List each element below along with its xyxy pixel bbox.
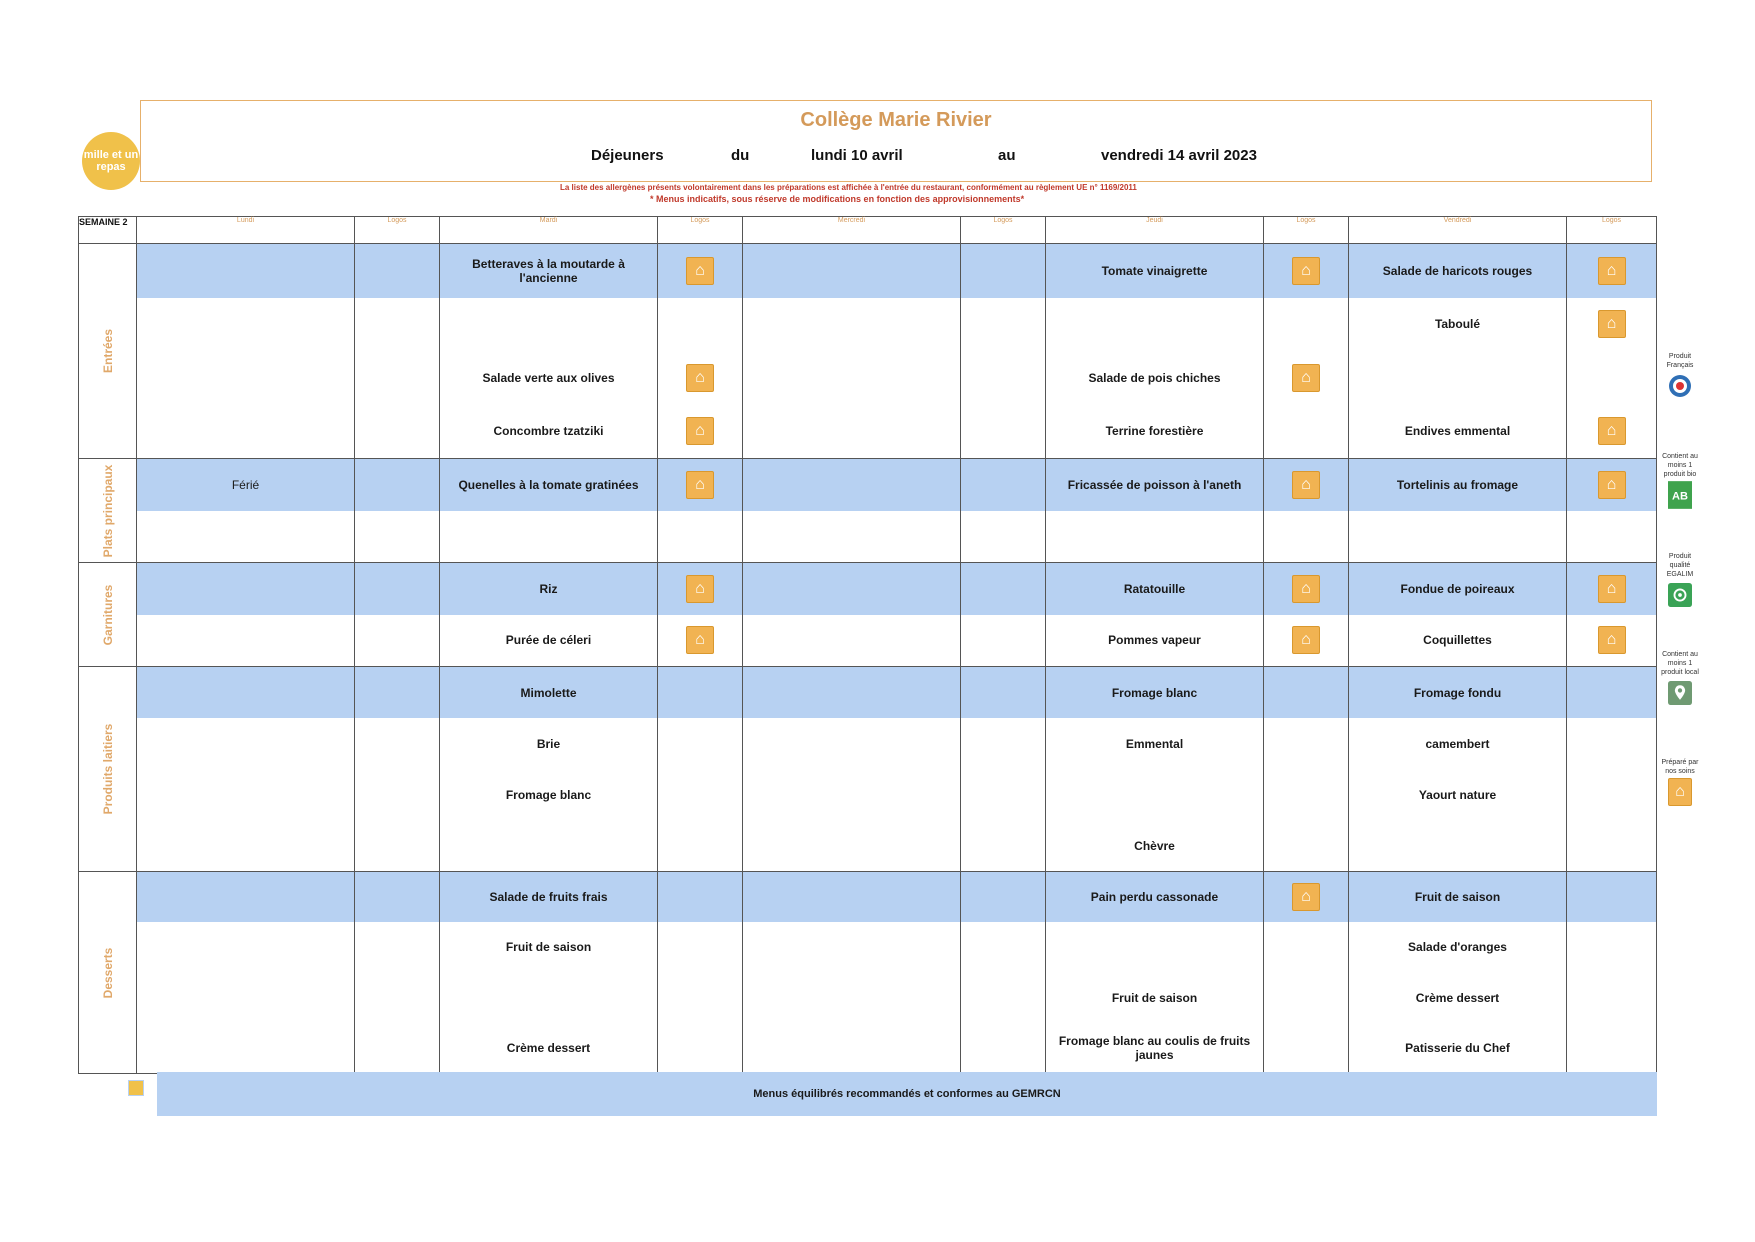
- menu-item: [137, 615, 354, 667]
- egalim-icon: [1668, 583, 1692, 607]
- jeudi-laitiers: [1046, 667, 1264, 872]
- menu-item: Brie: [536, 736, 561, 751]
- menu-item: Emmental: [1125, 736, 1184, 751]
- from-word: du: [731, 147, 750, 164]
- mercredi-garnitures: [743, 563, 961, 667]
- menu-item: [1349, 351, 1566, 405]
- category-entrees: [79, 244, 137, 459]
- menu-item: Férié: [137, 459, 354, 511]
- menu-item: Concombre tzatziki: [493, 424, 604, 439]
- menu-item: Fromage fondu: [1349, 667, 1566, 718]
- mercredi-entrees-logos: [961, 244, 1046, 459]
- category-label: Garnitures: [100, 584, 115, 645]
- menu-item: Yaourt nature: [1418, 787, 1497, 802]
- menu-item: Salade de fruits frais: [440, 872, 657, 922]
- house-icon: ⌂: [686, 471, 714, 499]
- mardi-entrees: [440, 244, 658, 459]
- lundi-plats-logos: [355, 459, 440, 563]
- menu-item: Fromage blanc au coulis de fruits jaunes: [1058, 1033, 1251, 1062]
- menu-item: [1046, 922, 1263, 972]
- vendredi-plats-logos: [1567, 459, 1657, 563]
- house-icon: ⌂: [1292, 471, 1320, 499]
- legend-egalim: [1658, 552, 1702, 607]
- start-date: lundi 10 avril: [811, 147, 903, 164]
- legend-label: Produit qualité EGALIM: [1666, 553, 1694, 578]
- footer-square-icon: [128, 1080, 144, 1096]
- company-logo: [82, 132, 140, 190]
- category-label: Plats principaux: [100, 464, 115, 557]
- legend-label: Produit Français: [1666, 353, 1694, 369]
- day-header-vendredi: Vendredi: [1349, 217, 1567, 244]
- menu-item: Ratatouille: [1046, 563, 1263, 615]
- menu-item: [743, 667, 960, 718]
- mercredi-desserts-logos: [961, 872, 1046, 1074]
- category-label: Desserts: [100, 947, 115, 998]
- menu-item: Fromage blanc: [1046, 667, 1263, 718]
- menu-item: Salade de pois chiches: [1088, 370, 1221, 385]
- menu-item: [743, 244, 960, 298]
- vendredi-garnitures-logos: [1567, 563, 1657, 667]
- menu-item: [137, 405, 354, 459]
- menu-item: [743, 563, 960, 615]
- menu-item: [743, 872, 960, 922]
- menu-item: [743, 459, 960, 511]
- ab-bio-icon: [1668, 483, 1692, 507]
- house-icon: ⌂: [686, 417, 714, 445]
- day-header-mardi: Mardi: [440, 217, 658, 244]
- vendredi-plats: [1349, 459, 1567, 563]
- menu-item: Mimolette: [440, 667, 657, 718]
- mardi-laitiers-logos: [658, 667, 743, 872]
- day-header-mercredi: Mercredi: [743, 217, 961, 244]
- vendredi-entrees: [1349, 244, 1567, 459]
- house-icon: ⌂: [1598, 471, 1626, 499]
- menu-item: Terrine forestière: [1105, 424, 1204, 439]
- disclaimer: * Menus indicatifs, sous réserve de modifications en fonction des approvisionnements*: [650, 194, 1025, 204]
- menu-item: [440, 298, 657, 352]
- house-icon: ⌂: [1292, 883, 1320, 911]
- school-name: Collège Marie Rivier: [800, 109, 992, 131]
- house-icon: ⌂: [1292, 364, 1320, 392]
- menu-item: [440, 973, 657, 1023]
- lundi-garnitures: [137, 563, 355, 667]
- house-icon: ⌂: [1598, 310, 1626, 338]
- menu-item: [440, 820, 657, 871]
- menu-item: Fricassée de poisson à l'aneth: [1046, 459, 1263, 511]
- legend-label: Préparé par nos soins: [1661, 759, 1699, 775]
- menu-item: [137, 511, 354, 563]
- french-flag-icon: [1668, 374, 1692, 398]
- mardi-plats-logos: [658, 459, 743, 563]
- mercredi-entrees: [743, 244, 961, 459]
- jeudi-entrees: [1046, 244, 1264, 459]
- house-icon: ⌂: [1598, 626, 1626, 654]
- menu-item: [1046, 511, 1263, 563]
- meal-label: Déjeuners: [591, 147, 664, 164]
- menu-item: Crème dessert: [1415, 990, 1500, 1005]
- menu-item: Fruit de saison: [505, 940, 592, 955]
- menu-item: [137, 667, 354, 718]
- day-header-lundi: Lundi: [137, 217, 355, 244]
- legend-bio: [1658, 452, 1702, 507]
- category-label: Entrées: [100, 328, 115, 374]
- category-laitiers: [79, 667, 137, 872]
- mardi-entrees-logos: [658, 244, 743, 459]
- legend-local: [1658, 650, 1702, 705]
- jeudi-plats-logos: [1264, 459, 1349, 563]
- lundi-plats: [137, 459, 355, 563]
- house-icon: ⌂: [686, 364, 714, 392]
- house-icon: ⌂: [686, 626, 714, 654]
- category-plats: [79, 459, 137, 563]
- vendredi-laitiers: [1349, 667, 1567, 872]
- menu-item: [137, 563, 354, 615]
- jeudi-entrees-logos: [1264, 244, 1349, 459]
- logo-header: Logos: [961, 217, 1046, 244]
- legend-label: Contient au moins 1 produit local: [1661, 651, 1699, 676]
- location-pin-icon: [1668, 681, 1692, 705]
- lundi-desserts-logos: [355, 872, 440, 1074]
- menu-item: Salade verte aux olives: [482, 370, 615, 385]
- house-icon: ⌂: [1598, 417, 1626, 445]
- lundi-garnitures-logos: [355, 563, 440, 667]
- menu-item: [1046, 298, 1263, 352]
- mercredi-garnitures-logos: [961, 563, 1046, 667]
- logo-header: Logos: [355, 217, 440, 244]
- menu-item: Coquillettes: [1423, 633, 1492, 648]
- menu-item: Patisserie du Chef: [1405, 1040, 1510, 1055]
- category-label: Produits laitiers: [100, 723, 115, 815]
- menu-item: Fruit de saison: [1111, 990, 1198, 1005]
- menu-item: Salade de haricots rouges: [1349, 244, 1566, 298]
- menu-item: [137, 298, 354, 352]
- to-word: au: [998, 147, 1016, 164]
- mercredi-desserts: [743, 872, 961, 1074]
- house-icon: ⌂: [686, 575, 714, 603]
- menu-item: [1349, 820, 1566, 871]
- allergen-note: La liste des allergènes présents volontairement dans les préparations est affichée à l'entrée du restaurant, conformément au règlement UE n° 1169/2011: [560, 183, 1137, 192]
- menu-item: Crème dessert: [506, 1040, 591, 1055]
- menu-item: camembert: [1425, 736, 1490, 751]
- mardi-laitiers: [440, 667, 658, 872]
- footer-banner: Menus équilibrés recommandés et conformes au GEMRCN: [157, 1072, 1657, 1116]
- legend-label: Contient au moins 1 produit bio: [1662, 453, 1698, 478]
- day-header-jeudi: Jeudi: [1046, 217, 1264, 244]
- logo-text: mille et un repas: [83, 149, 139, 173]
- vendredi-laitiers-logos: [1567, 667, 1657, 872]
- house-icon: ⌂: [1292, 626, 1320, 654]
- menu-item: [137, 872, 354, 922]
- mercredi-laitiers: [743, 667, 961, 872]
- menu-item: Fromage blanc: [505, 787, 592, 802]
- menu-item: Fruit de saison: [1349, 872, 1566, 922]
- menu-item: Riz: [440, 563, 657, 615]
- legend-homemade: [1658, 758, 1702, 804]
- logo-header: Logos: [658, 217, 743, 244]
- legend-french: [1658, 352, 1702, 398]
- vendredi-entrees-logos: [1567, 244, 1657, 459]
- jeudi-laitiers-logos: [1264, 667, 1349, 872]
- menu-item: Taboulé: [1434, 317, 1481, 332]
- mercredi-plats-logos: [961, 459, 1046, 563]
- week-label: SEMAINE 2: [79, 217, 137, 244]
- menu-item: Pain perdu cassonade: [1046, 872, 1263, 922]
- menu-item: Tomate vinaigrette: [1046, 244, 1263, 298]
- mardi-garnitures: [440, 563, 658, 667]
- lundi-desserts: [137, 872, 355, 1074]
- menu-item: [1046, 769, 1263, 820]
- logo-header: Logos: [1567, 217, 1657, 244]
- jeudi-desserts-logos: [1264, 872, 1349, 1074]
- menu-item: Chèvre: [1134, 838, 1175, 853]
- mercredi-laitiers-logos: [961, 667, 1046, 872]
- weekly-menu-table: [78, 216, 1657, 1074]
- house-icon: ⌂: [1598, 575, 1626, 603]
- mardi-desserts: [440, 872, 658, 1074]
- mardi-plats: [440, 459, 658, 563]
- jeudi-desserts: [1046, 872, 1264, 1074]
- menu-item: Tortelinis au fromage: [1349, 459, 1566, 511]
- menu-item: Salade d'oranges: [1408, 940, 1507, 955]
- mercredi-plats: [743, 459, 961, 563]
- house-icon: ⌂: [686, 257, 714, 285]
- vendredi-garnitures: [1349, 563, 1567, 667]
- house-icon: ⌂: [1598, 257, 1626, 285]
- house-icon: ⌂: [1292, 575, 1320, 603]
- category-garnitures: [79, 563, 137, 667]
- jeudi-plats: [1046, 459, 1264, 563]
- menu-item: Purée de céleri: [505, 633, 592, 648]
- legend-icon-wrap: [1668, 780, 1692, 804]
- jeudi-garnitures: [1046, 563, 1264, 667]
- svg-text:AB: AB: [1672, 490, 1688, 503]
- menu-item: [1349, 511, 1566, 563]
- menu-item: Betteraves à la moutarde à l'ancienne: [440, 244, 657, 298]
- menu-item: [137, 244, 354, 298]
- menu-header: [140, 100, 1652, 182]
- mardi-desserts-logos: [658, 872, 743, 1074]
- logo-header: Logos: [1264, 217, 1349, 244]
- jeudi-garnitures-logos: [1264, 563, 1349, 667]
- menu-item: Fondue de poireaux: [1349, 563, 1566, 615]
- house-icon: ⌂: [1668, 778, 1692, 806]
- vendredi-desserts-logos: [1567, 872, 1657, 1074]
- menu-item: Quenelles à la tomate gratinées: [440, 459, 657, 511]
- lundi-laitiers: [137, 667, 355, 872]
- menu-item: Pommes vapeur: [1108, 633, 1201, 648]
- menu-item: [137, 351, 354, 405]
- end-date: vendredi 14 avril 2023: [1101, 147, 1257, 164]
- menu-item: [440, 511, 657, 563]
- mardi-garnitures-logos: [658, 563, 743, 667]
- menu-item: Endives emmental: [1404, 424, 1511, 439]
- lundi-entrees-logos: [355, 244, 440, 459]
- category-desserts: [79, 872, 137, 1074]
- house-icon: ⌂: [1292, 257, 1320, 285]
- lundi-laitiers-logos: [355, 667, 440, 872]
- lundi-entrees: [137, 244, 355, 459]
- vendredi-desserts: [1349, 872, 1567, 1074]
